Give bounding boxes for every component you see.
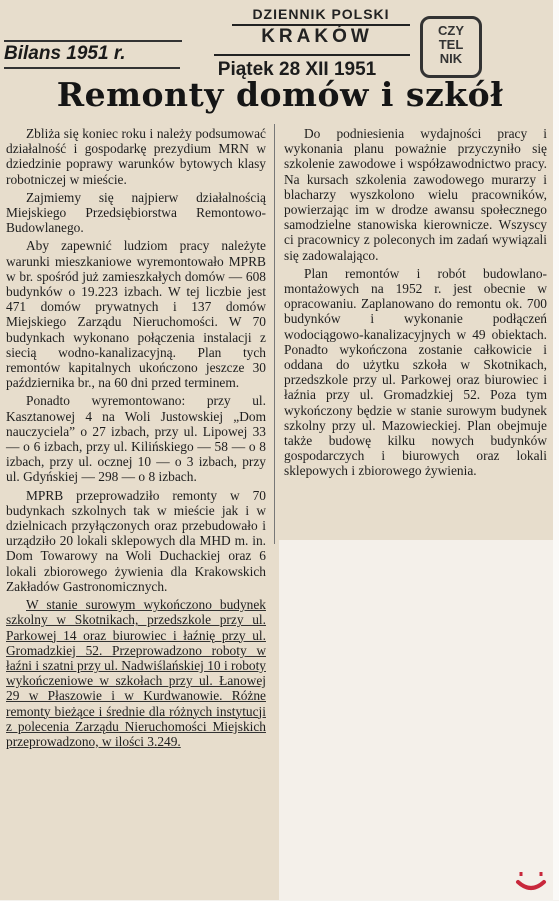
column-divider — [274, 124, 275, 544]
section-label: Bilans 1951 r. — [4, 40, 182, 65]
article-column-left — [6, 126, 266, 752]
paragraph: MPRB przeprowadziło remonty w 70 budynkach szkolnych tak w mieście jak i w dzielnicach przyłączonych oraz przebudowało i urządziło 20 lokali sklepowych dla MHD m. in. Dom Towarowy na Woli Duchackiej oraz 6 lokali zbiorowego żywienia dla Krakowskich Zakładów Gastronomicznych. — [6, 487, 266, 594]
stamp-line: NIK — [439, 51, 463, 66]
paragraph: Do podniesienia wydajności pracy i wykonania planu poważnie przyczyniło się szkolenie zawodowe i współzawodnictwo pracy. Na kursach szkolenia zawodowego murarzy i blacharzy wyszkolono wielu pracowników, powierzając im w drodze awansu społecznego samodzielne stanowiska kierownicze. Wszyscy ci pracownicy z poleconych im zadań wywiązali się zadowalająco. — [284, 126, 547, 263]
smile-mark-icon — [513, 866, 549, 894]
paragraph: Zajmiemy się najpierw działalnością Miejskiego Przedsiębiorstwa Remontowo-Budowlanego. — [6, 189, 266, 236]
article-headline: Remonty domów i szkół — [56, 75, 504, 114]
paragraph-underlined: W stanie surowym wykończono budynek szkolny w Skotnikach, przedszkole przy ul. Parkowej 14 oraz biurowiec i łaźnię przy ul. Gromadzkiej 52. Przeprowadzono roboty w łaźni i szatni przy ul. Nadwiślańskiej 10 i roboty wykończeniowe w szkołach przy ul. Łanowej 29 w Płaszowie i w Kurdwanowie. Różne remonty bieżące i średnie dla różnych instytucji z polecenia Zarządu Nieruchomości Miejskich przeprowadzono, w ilości 3.249. — [6, 597, 266, 749]
paragraph: Plan remontów i robót budowlano-montażowych na 1952 r. jest obecnie w opracowaniu. Zaplanowano do remontu ok. 700 budynków i wykonanie podłączeń wodociągowo-kanalizacyjnych w 49 obiektach. Ponadto wykończona zostanie całkowicie i oddana do użytku szkoła w Skotnikach, przedszkole przy ul. Parkowej oraz biurowiec i łaźnia przy ul. Gromadzkiej 52. Poza tym wykończony będzie w stanie surowym budynek szkolny przy ul. Mazowieckiej. Plan obejmuje także budowę kilku nowych budynków gospodarczych i biurowych oraz lokali sklepowych i zbiorowego żywienia. — [284, 265, 547, 479]
masthead-rule-bottom — [214, 54, 410, 56]
background-edge — [553, 0, 559, 900]
section-label-rule — [4, 67, 180, 69]
stamp-line: TEL — [438, 37, 464, 52]
paragraph: Aby zapewnić ludziom pracy należyte warunki mieszkaniowe wyremontowało MPRB w br. spośród już zamieszkałych domów — 608 budynków o 19.223 izbach. W tej liczbie jest 471 domów prywatnych i 137 domów Miejskiego Zarządu Nieruchomości. W 70 budynkach wykonano połączenia instalacji z siecią wodno-kanalizacyjną. Plan tych remontów kapitalnych ukończono jeszcze 30 października br., na 60 dni przed terminem. — [6, 238, 266, 391]
source-city: KRAKÓW — [261, 26, 373, 47]
paragraph: Ponadto wyremontowano: przy ul. Kasztanowej 4 na Woli Justowskiej „Dom nauczyciela” o 27 izbach, przy ul. Lipowej 33 — o 6 izbach, przy ul. Kilińskiego — 58 — o 8 izbach, przy ul. ocznej 10 — o 3 izbach, przy ul. Gdyńskiej — 298 — o 8 izbach. — [6, 393, 266, 485]
article-column-right — [284, 126, 547, 482]
archive-mark-icon — [513, 866, 553, 896]
czytelnik-stamp — [420, 16, 482, 78]
stamp-line: CZY — [438, 23, 464, 38]
paragraph: Zbliża się koniec roku i należy podsumować działalność i gospodarkę prezydium MRN w dziedzinie poprawy warunków bytowych klasy robotniczej w mieście. — [6, 126, 266, 187]
source-newspaper-name: DZIENNIK POLSKI — [252, 6, 390, 22]
source-date: Piątek 28 XII 1951 — [217, 59, 377, 80]
background-gap — [279, 540, 553, 900]
